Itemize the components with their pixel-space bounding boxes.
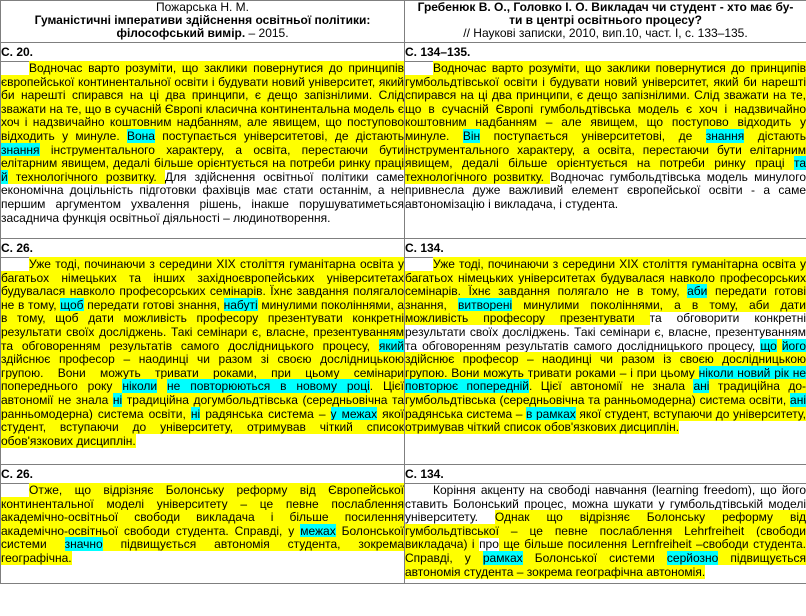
right-page-label: С. 134–135. xyxy=(405,43,806,62)
yellow-highlighted-fragment: минулими поколіннями, а в тому, щоб дати можливість професору презентувати конкретні результати своїх досліджень. Такі семінари є, власне, презентуванням та обговоренням результатів самого дослідницького процесу, xyxy=(1,297,405,353)
right-source-header xyxy=(405,1,806,43)
cyan-highlighted-fragment: який xyxy=(378,338,404,353)
left-authors: Пожарська Н. М. xyxy=(156,0,249,14)
right-passage xyxy=(405,258,806,465)
cyan-highlighted-fragment: у межах xyxy=(330,406,378,421)
yellow-highlighted-fragment: інструментального характеру, а освіта, перестаючи бути елітарним явищем, дедалі більше орієнтується на потреби ринку праці xyxy=(1,142,404,171)
yellow-highlighted-fragment: Однак що відрізняє Болонську реформу від гумбольдтівської – це певне послаблення Lehrfreiheit (свободи викладача) і xyxy=(405,510,806,552)
cyan-highlighted-fragment: щоб xyxy=(60,297,84,312)
left-passage xyxy=(1,62,405,239)
cyan-highlighted-fragment: ніколи новий рік не повторює попередній xyxy=(405,365,806,394)
plain-fragment: та обговорити конкретні результати своїх досліджень. Такі семінари є, власне, презентуванням та обговоренням результатів самого дослідницького процесу, xyxy=(405,311,806,353)
left-passage xyxy=(1,258,405,465)
cyan-highlighted-fragment: й xyxy=(1,169,8,184)
cyan-highlighted-fragment: Він xyxy=(462,128,481,143)
yellow-highlighted-fragment: підвищується автономія студента, зокрема географічна. xyxy=(1,537,404,565)
yellow-highlighted-fragment: традиційна до-гумбольдтівська (середньовічна та ранньомодерна) система освіти, xyxy=(405,379,806,407)
page-label-row xyxy=(1,43,806,62)
yellow-highlighted-fragment: передати готові знання, xyxy=(83,297,224,312)
passage-row xyxy=(1,62,806,239)
yellow-highlighted-fragment: підвищується автономія студента – зокрема географічна автономія. xyxy=(405,550,806,579)
plain-fragment: Для здійснення освітньої політики саме економічна доцільність підготовки фахівців має стати останнім, а не першим аргументом ухвалення рішень, інакше порушуватиметься засаднича функція освітньої діяльності – людинотворення. xyxy=(1,169,404,225)
right-page-label: С. 134. xyxy=(405,239,806,258)
yellow-highlighted-fragment: Уже тоді, починаючи з середини ХІХ століття гуманітарна освіта у багатьох німецьких університетах будувалася навколо професорських семінарів. Їхнє завдання полягало не в тому, xyxy=(405,257,806,299)
yellow-highlighted-fragment: . Цієї автономії не знала xyxy=(528,379,694,394)
yellow-highlighted-fragment: Водночас варто розуміти, що заклики повернутися до принципів гумбольдтівської освіти і будувати новий університет, який би нарешті спирався на ці два принципи, є дещо запізнілими. Слід зважати на те, що в сучасній Європі гумбольдтівська модель є хоч і надзвичайно коштовним надбанням – але явищем, що поступово відходить у минуле. xyxy=(405,61,806,143)
cyan-highlighted-fragment: ні xyxy=(190,406,201,421)
right-passage xyxy=(405,62,806,239)
cyan-highlighted-fragment: ні xyxy=(112,392,123,407)
yellow-highlighted-fragment: Болонської системи xyxy=(1,523,404,552)
left-title-line2: філософський вимір. xyxy=(116,26,246,40)
plain-fragment: Коріння акценту на свободі навчання (learning freedom), що його ставить Болонський процес, можна шукати у гумбольдтівській моделі університету. xyxy=(405,483,806,525)
passage-text xyxy=(405,258,806,435)
cyan-highlighted-fragment: Вона xyxy=(126,128,155,143)
yellow-highlighted-fragment xyxy=(157,379,167,393)
cyan-highlighted-fragment: набуті xyxy=(223,297,258,312)
yellow-highlighted-fragment: технологічного розвитку. xyxy=(7,169,165,184)
header-row xyxy=(1,1,806,43)
yellow-highlighted-fragment: Болонської системи xyxy=(522,550,667,565)
passage-text xyxy=(405,484,806,579)
cyan-highlighted-fragment: рамках xyxy=(482,550,523,565)
yellow-highlighted-fragment: технологічного розвитку. xyxy=(405,169,551,184)
plain-fragment: про xyxy=(479,537,499,552)
right-page-label: С. 134. xyxy=(405,465,806,484)
yellow-highlighted-fragment: Водночас варто розуміти, що заклики повернутися до принципів європейської континентальної освіти і будувати новий університет, який би нарешті спирався на ці два принципи, є дещо запізнілими. Слід зважати на те, що в сучасній Європі класична континентальна модель є хоч і надзвичайно коштовним надбанням, але явищем, що поступово відходить у минуле. xyxy=(1,61,404,143)
yellow-highlighted-fragment: Уже тоді, починаючи з середини ХІХ століття гуманітарна освіта у багатьох німецьких та інших західноєвропейських університетах будувалася навколо професорських семінарів. Їхнє завдання полягало не в тому, xyxy=(1,257,404,312)
page-label-row xyxy=(1,239,806,258)
cyan-highlighted-fragment: в рамках xyxy=(526,406,576,421)
cyan-highlighted-fragment: ані xyxy=(693,379,710,394)
yellow-highlighted-fragment: . Цієї автономії не знала xyxy=(1,379,404,407)
cyan-highlighted-fragment: та xyxy=(793,156,806,171)
right-title-line1: Гребенюк В. О., Головко І. О. Викладач чи студент - хто має бу- xyxy=(417,0,794,14)
left-source-header xyxy=(1,1,405,43)
cyan-highlighted-fragment: серйозно xyxy=(666,550,719,565)
cyan-highlighted-fragment: знання xyxy=(705,128,745,143)
yellow-highlighted-fragment: якої студент, вступаючи до університету, отримував чіткий список обов'язкових дисциплін. xyxy=(1,406,405,448)
yellow-highlighted-fragment: ще більше посилення Lernfreiheit –свободи студента. Справді, у xyxy=(405,537,806,565)
cyan-highlighted-fragment: його xyxy=(781,338,806,353)
yellow-highlighted-fragment: дістають інструментального характеру, а освіта, перестаючи бути елітарним явищем, дедалі більше орієнтується на потреби ринку праці xyxy=(405,128,806,171)
cyan-highlighted-fragment: що xyxy=(760,338,777,353)
cyan-highlighted-fragment: ані xyxy=(790,392,806,407)
yellow-highlighted-fragment: традиційна догумбольдтівська (середньовічна та ранньомодерна) система освіти, xyxy=(1,392,405,421)
passage-row xyxy=(1,258,806,465)
plain-fragment: Водночас гумбольдтівська модель минулого привнесла дуже важливий елемент європейської освіти - а саме автономізацію і викладача, і студента. xyxy=(405,169,806,211)
cyan-highlighted-fragment: межах xyxy=(300,523,336,538)
passage-text xyxy=(1,258,404,448)
passage-text xyxy=(1,62,404,225)
left-page-label: С. 20. xyxy=(1,43,405,62)
left-page-label: С. 26. xyxy=(1,239,405,258)
right-source: // Наукові записки, 2010, вип.10, част. І, с. 133–135. xyxy=(463,26,748,40)
passage-text xyxy=(1,484,404,566)
passage-row xyxy=(1,484,806,584)
cyan-highlighted-fragment: аби xyxy=(687,284,708,299)
yellow-highlighted-fragment: передати готові знання, xyxy=(405,284,806,312)
right-title-line2: ти в центрі освітнього процесу? xyxy=(509,13,702,27)
cyan-highlighted-fragment: не повторюються в новому році xyxy=(167,379,370,394)
left-passage xyxy=(1,484,405,584)
cyan-highlighted-fragment: ніколи xyxy=(122,379,158,394)
yellow-highlighted-fragment: якої студент, вступаючи до університету, отримував чіткий список обов'язкових дисциплін. xyxy=(405,406,806,435)
left-year: – 2015. xyxy=(245,26,289,40)
yellow-highlighted-fragment: здійснює професор – наодинці чи разом зі своєю дослідницькою групою. Вони можуть тривати роками, при цьому семінари попереднього року xyxy=(1,352,404,394)
yellow-highlighted-fragment: радянська система – xyxy=(200,406,331,421)
yellow-highlighted-fragment: радянська система – xyxy=(405,406,526,421)
passage-text xyxy=(405,62,806,212)
yellow-highlighted-fragment: минулими поколіннями, а в тому, аби дати можливість професору презентувати xyxy=(405,297,806,326)
left-page-label: С. 26. xyxy=(1,465,405,484)
right-passage xyxy=(405,484,806,584)
yellow-highlighted-fragment: здійснює професор – наодинці чи разом із своєю дослідницькою групою. Вони можуть тривати роками – і при цьому xyxy=(405,352,806,380)
cyan-highlighted-fragment: витворені xyxy=(458,297,513,312)
yellow-highlighted-fragment: поступається університетові, де дістають xyxy=(154,128,404,143)
yellow-highlighted-fragment: поступається університетові, де xyxy=(480,128,706,143)
left-title-line1: Гуманістичні імперативи здійснення освітньої політики: xyxy=(34,13,371,27)
yellow-highlighted-fragment: Отже, що відрізняє Болонську реформу від Європейської континентальної моделі університету – це певне послаблення академічно-освітньої свободи викладача і більше посилення академічно-освітньої свободи студента. Справді, у xyxy=(1,483,404,538)
cyan-highlighted-fragment: значно xyxy=(64,537,103,552)
page-label-row xyxy=(1,465,806,484)
cyan-highlighted-fragment: знання xyxy=(1,142,40,157)
